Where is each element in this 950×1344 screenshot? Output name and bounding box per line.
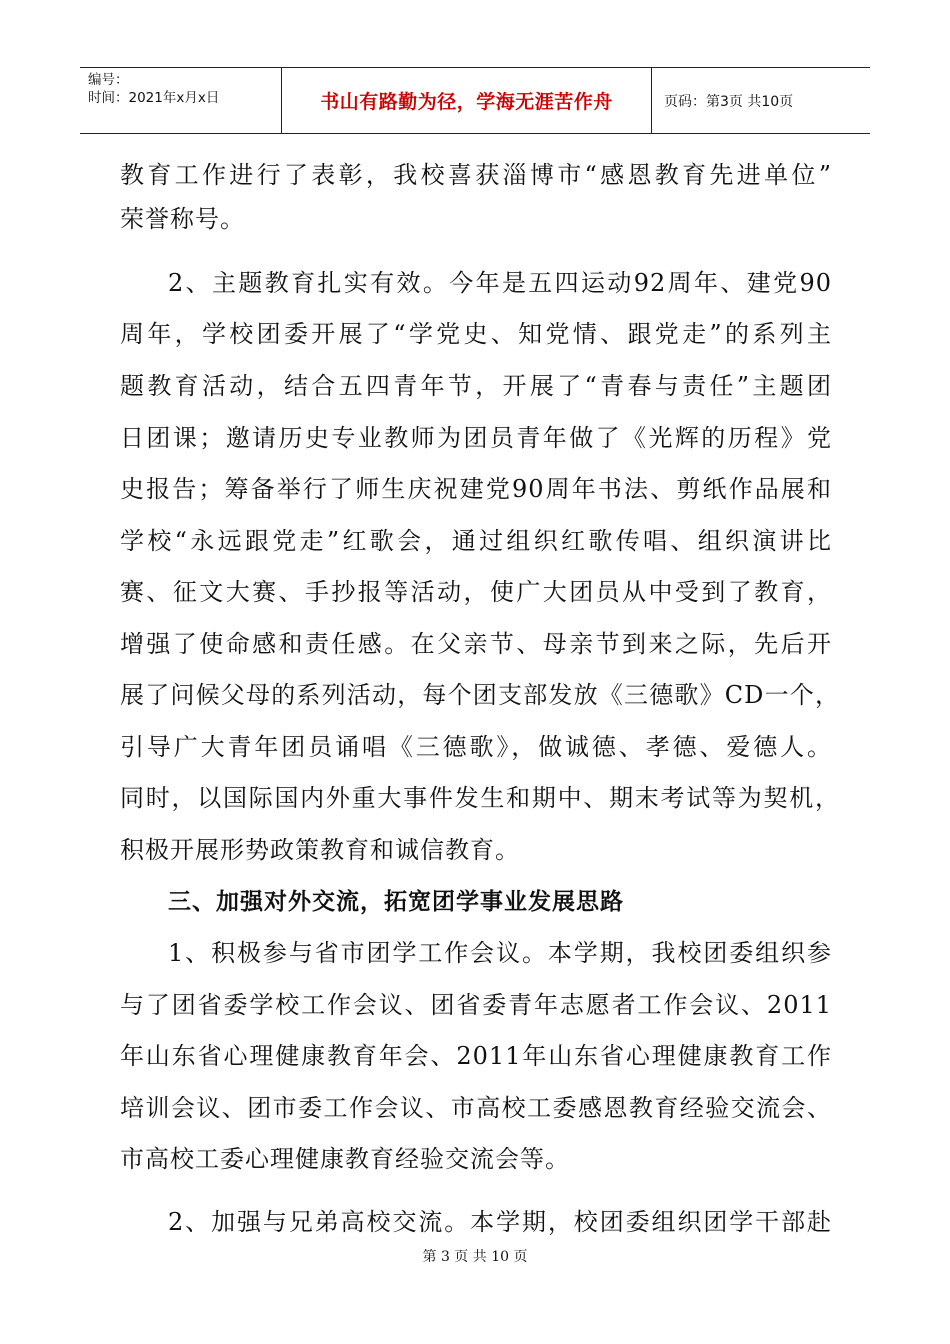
body-line: 赛、征文大赛、手抄报等活动，使广大团员从中受到了教育，	[120, 578, 832, 606]
body-line: 同时，以国际国内外重大事件发生和期中、期末考试等为契机，	[120, 784, 840, 812]
body-line: 周年，学校团委开展了“学党史、知党情、跟党走”的系列主	[120, 320, 832, 348]
body-line: 展了问候父母的系列活动，每个团支部发放《三德歌》CD一个，	[120, 681, 840, 709]
header-motto: 书山有路勤为径，学海无涯苦作舟	[282, 68, 652, 133]
page-footer: 第 3 页 共 10 页	[422, 1249, 528, 1265]
body-line: 教育工作进行了表彰，我校喜获淄博市“感恩教育先进单位”	[120, 161, 832, 189]
paragraph-start: 2、加强与兄弟高校交流。本学期，校团委组织团学干部赴	[168, 1208, 832, 1236]
header-meta	[80, 68, 282, 133]
body-line: 积极开展形势政策教育和诚信教育。	[120, 836, 520, 864]
header-page-info: 页码：第3页 共10页	[664, 93, 794, 110]
paragraph-start: 1、积极参与省市团学工作会议。本学期，我校团委组织参	[168, 939, 832, 967]
body-line: 题教育活动，结合五四青年节，开展了“青春与责任”主题团	[120, 372, 832, 400]
body-line: 史报告；筹备举行了师生庆祝建党90周年书法、剪纸作品展和	[120, 475, 832, 503]
body-line: 学校“永远跟党走”红歌会，通过组织红歌传唱、组织演讲比	[120, 527, 832, 555]
body-line: 荣誉称号。	[120, 205, 245, 233]
body-line: 培训会议、团市委工作会议、市高校工委感恩教育经验交流会、	[120, 1094, 832, 1122]
section-heading: 三、加强对外交流，拓宽团学事业发展思路	[168, 889, 624, 915]
body-line: 引导广大青年团员诵唱《三德歌》，做诚德、孝德、爱德人。	[120, 733, 832, 761]
body-line: 增强了使命感和责任感。在父亲节、母亲节到来之际，先后开	[120, 630, 832, 658]
document-date: 时间：2021年x月x日	[88, 90, 220, 106]
body-line: 与了团省委学校工作会议、团省委青年志愿者工作会议、2011	[120, 991, 832, 1019]
paragraph-start: 2、主题教育扎实有效。今年是五四运动92周年、建党90	[168, 269, 832, 297]
document-number-label: 编号：	[88, 72, 129, 88]
body-line: 日团课；邀请历史专业教师为团员青年做了《光辉的历程》党	[120, 424, 832, 452]
page-header	[80, 67, 870, 134]
body-line: 市高校工委心理健康教育经验交流会等。	[120, 1145, 570, 1173]
body-line: 年山东省心理健康教育年会、2011年山东省心理健康教育工作	[120, 1042, 832, 1070]
